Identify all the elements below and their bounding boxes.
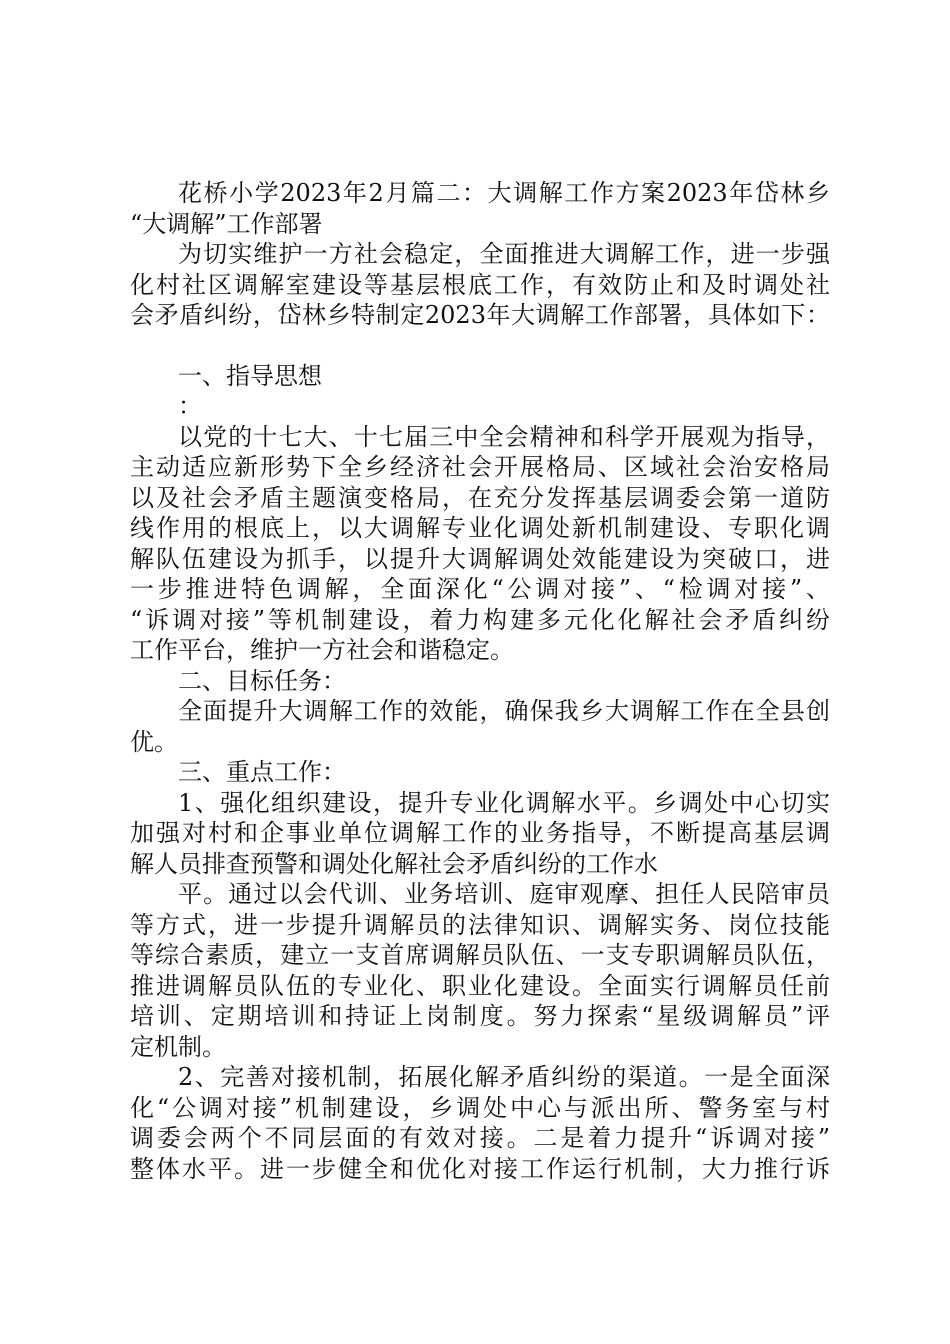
text-line: 整体水平。进一步健全和优化对接工作运行机制，大力推行诉 <box>130 1154 830 1183</box>
text-line: 等综合素质，建立一支首席调解员队伍、一支专职调解员队伍， <box>130 941 830 969</box>
text-line: 以党的十七大、十七届三中全会精神和科学开展观为指导， <box>178 422 830 451</box>
text-line: 推进调解员队伍的专业化、职业化建设。全面实行调解员任前 <box>130 971 830 1000</box>
text-line: 会矛盾纠纷，岱林乡特制定2023年大调解工作部署，具体如下： <box>130 301 830 329</box>
text-line: 1、强化组织建设，提升专业化调解水平。乡调处中心切实 <box>178 788 830 817</box>
text-line: 工作平台，维护一方社会和谐稳定。 <box>130 636 514 664</box>
text-line: 解队伍建设为抓手，以提升大调解调处效能建设为突破口，进 <box>130 544 830 573</box>
paragraph-title <box>130 178 830 239</box>
text-line: 化“公调对接”机制建设，乡调处中心与派出所、警务室与村 <box>130 1093 830 1122</box>
text-line: “诉调对接”等机制建设，着力构建多元化化解社会矛盾纠纷 <box>130 605 830 634</box>
text-line: 化村社区调解室建设等基层根底工作，有效防止和及时调处社 <box>130 270 830 299</box>
text-line: 定机制。 <box>130 1032 226 1061</box>
text-line: 主动适应新形势下全乡经济社会开展格局、区域社会治安格局 <box>130 453 830 481</box>
paragraph-item-1-continued <box>130 879 830 1062</box>
text-line: 线作用的根底上，以大调解专业化调处新机制建设、专职化调 <box>130 514 830 542</box>
text-line: ： <box>178 392 202 420</box>
blank-gap <box>130 331 830 361</box>
text-line: 花桥小学2023年2月篇二：大调解工作方案2023年岱林乡 <box>178 179 830 207</box>
text-line: 2、完善对接机制，拓展化解矛盾纠纷的渠道。一是全面深 <box>178 1063 830 1091</box>
text-line: 全面提升大调解工作的效能，确保我乡大调解工作在全县创 <box>178 697 830 725</box>
paragraph-goals <box>130 696 830 757</box>
text-line: 以及社会矛盾主题演变格局，在充分发挥基层调委会第一道防 <box>130 483 830 512</box>
text-line: “大调解”工作部署 <box>130 209 323 238</box>
section-heading: 三、重点工作： <box>178 758 346 786</box>
paragraph-intro <box>130 239 830 331</box>
heading-guiding-ideology <box>130 361 830 392</box>
heading-goals <box>130 666 830 697</box>
text-line: 一步推进特色调解，全面深化“公调对接”、“检调对接”、 <box>130 575 830 603</box>
text-line: 培训、定期培训和持证上岗制度。努力探索“星级调解员”评 <box>130 1002 830 1030</box>
text-line: 平。通过以会代训、业务培训、庭审观摩、担任人民陪审员 <box>178 880 830 908</box>
text-line: 解人员排查预警和调处化解社会矛盾纠纷的工作水 <box>130 849 658 878</box>
document-body <box>130 178 830 1184</box>
text-line: 调委会两个不同层面的有效对接。二是着力提升“诉调对接” <box>130 1124 830 1152</box>
text-line: 为切实维护一方社会稳定，全面推进大调解工作，进一步强 <box>178 240 830 268</box>
paragraph-guiding-ideology <box>130 422 830 666</box>
paragraph-item-2 <box>130 1062 830 1184</box>
heading-key-work <box>130 757 830 788</box>
text-line: 等方式，进一步提升调解员的法律知识、调解实务、岗位技能 <box>130 910 830 939</box>
text-line: 优。 <box>130 727 178 756</box>
paragraph-colon <box>130 391 830 422</box>
text-line: 加强对村和企事业单位调解工作的业务指导，不断提高基层调 <box>130 819 830 847</box>
section-heading: 一、指导思想 <box>178 361 322 390</box>
section-heading: 二、目标任务： <box>178 666 346 695</box>
paragraph-item-1 <box>130 788 830 880</box>
